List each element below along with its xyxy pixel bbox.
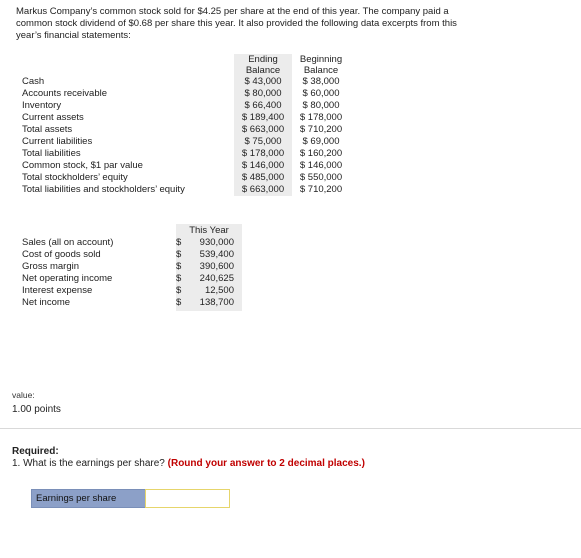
amount-value: 138,700 (199, 297, 234, 308)
ending-header-line1: Ending (248, 54, 278, 65)
amount-value: 930,000 (199, 237, 234, 248)
dollar-sign: $ (176, 249, 182, 260)
earnings-per-share-input[interactable] (145, 489, 230, 508)
row-label: Total assets (22, 124, 73, 135)
intro-line-1: Markus Company’s common stock sold for $4.25 per share at the end of this year. The company paid a (16, 6, 449, 17)
value-label: value: (12, 390, 35, 400)
beginning-value: $ 146,000 (299, 160, 343, 171)
table-row (18, 273, 243, 285)
section-divider (0, 428, 581, 429)
dollar-sign: $ (176, 237, 182, 248)
intro-line-2: common stock dividend of $0.68 per share this year. It also provided the following data excerpts from this (16, 18, 457, 29)
ending-value: $ 663,000 (241, 124, 285, 135)
ending-value: $ 75,000 (244, 136, 282, 147)
row-label: Interest expense (22, 285, 93, 296)
table-row (18, 76, 353, 88)
problem-intro (16, 6, 516, 42)
beginning-header-line1: Beginning (299, 54, 343, 65)
beginning-value: $ 710,200 (299, 184, 343, 195)
table-row (18, 136, 353, 148)
ending-value: $ 146,000 (241, 160, 285, 171)
question-text (12, 458, 365, 470)
required-title: Required: (12, 446, 59, 457)
beginning-value: $ 160,200 (299, 148, 343, 159)
row-label: Sales (all on account) (22, 237, 114, 248)
row-label: Common stock, $1 par value (22, 160, 143, 171)
table-row (18, 285, 243, 297)
question-prefix: 1. What is the earnings per share? (12, 458, 168, 469)
table-row (18, 160, 353, 172)
dollar-sign: $ (176, 273, 182, 284)
row-label: Current liabilities (22, 136, 93, 147)
beginning-header-line2: Balance (303, 65, 339, 76)
table-row (18, 261, 243, 273)
balance-sheet-header (234, 54, 350, 76)
row-label: Total stockholders’ equity (22, 172, 128, 183)
row-label: Accounts receivable (22, 88, 108, 99)
amount-value: 390,600 (199, 261, 234, 272)
table-row (18, 100, 353, 112)
ending-value: $ 43,000 (244, 76, 282, 87)
row-label: Net operating income (22, 273, 113, 284)
row-label: Total liabilities and stockholders’ equity (22, 184, 185, 195)
row-label: Inventory (22, 100, 62, 111)
row-label: Cash (22, 76, 45, 87)
beginning-value: $ 710,200 (299, 124, 343, 135)
dollar-sign: $ (176, 261, 182, 272)
beginning-value: $ 550,000 (299, 172, 343, 183)
value-block (12, 390, 61, 416)
value-points: 1.00 points (12, 404, 61, 415)
beginning-value: $ 69,000 (302, 136, 340, 147)
intro-line-3: year’s financial statements: (16, 30, 131, 41)
income-statement-rows (18, 237, 243, 309)
required-section (12, 446, 365, 470)
ending-value: $ 80,000 (244, 88, 282, 99)
row-label: Gross margin (22, 261, 80, 272)
ending-value: $ 663,000 (241, 184, 285, 195)
table-row (18, 88, 353, 100)
ending-balance-header (234, 54, 292, 76)
table-row (18, 112, 353, 124)
beginning-value: $ 80,000 (302, 100, 340, 111)
ending-value: $ 485,000 (241, 172, 285, 183)
balance-sheet-rows (18, 76, 353, 196)
dollar-sign: $ (176, 297, 182, 308)
row-label: Cost of goods sold (22, 249, 101, 260)
row-label: Net income (22, 297, 71, 308)
ending-value: $ 189,400 (241, 112, 285, 123)
ending-value: $ 66,400 (244, 100, 282, 111)
ending-header-line2: Balance (245, 65, 281, 76)
row-label: Current assets (22, 112, 84, 123)
table-row (18, 124, 353, 136)
row-label: Total liabilities (22, 148, 81, 159)
beginning-value: $ 178,000 (299, 112, 343, 123)
table-row (18, 249, 243, 261)
beginning-value: $ 60,000 (302, 88, 340, 99)
table-row (18, 184, 353, 196)
ending-value: $ 178,000 (241, 148, 285, 159)
beginning-balance-header (292, 54, 350, 76)
table-row (18, 172, 353, 184)
amount-value: 240,625 (199, 273, 234, 284)
table-row (18, 148, 353, 160)
table-row (18, 237, 243, 249)
earnings-per-share-label: Earnings per share (31, 489, 150, 508)
beginning-value: $ 38,000 (302, 76, 340, 87)
this-year-header: This Year (189, 225, 229, 236)
amount-value: 12,500 (204, 285, 234, 296)
amount-value: 539,400 (199, 249, 234, 260)
rounding-instruction: (Round your answer to 2 decimal places.) (167, 458, 365, 469)
dollar-sign: $ (176, 285, 182, 296)
table-row (18, 297, 243, 309)
